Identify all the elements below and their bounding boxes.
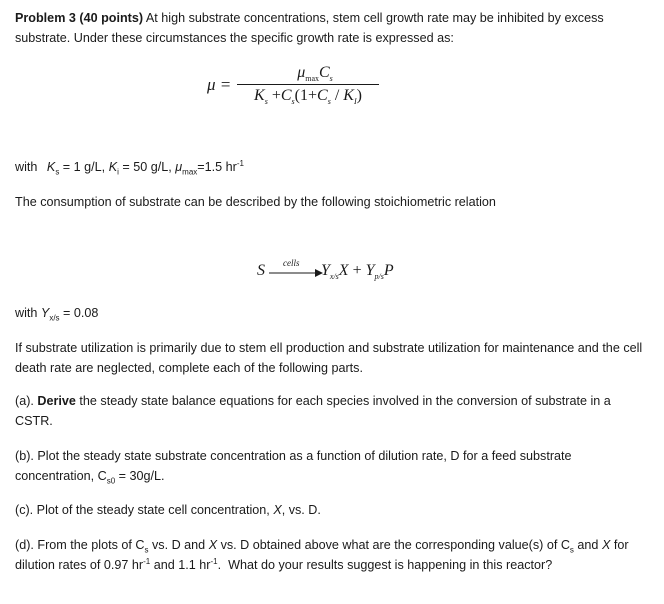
- stoichiometric-equation: [257, 260, 427, 290]
- part-a-text: the steady state balance equations for each species involved in the conversion of substrate in a CSTR.: [15, 394, 611, 428]
- part-c: (c). Plot of the steady state cell concentration, X, vs. D.: [15, 503, 321, 517]
- params-prefix: with: [15, 160, 41, 174]
- problem-intro: [15, 8, 650, 48]
- equation-denominator: $K_s +C_s(1+C_s / K_I)$: [254, 87, 362, 107]
- equation-fraction: [237, 62, 379, 107]
- arrow-label: cells: [283, 258, 300, 268]
- part-a-bold: Derive: [37, 394, 76, 408]
- arrow-icon: [269, 268, 323, 278]
- problem-heading: Problem 3 (40 points): [15, 11, 144, 25]
- products-expression: $Y_{x/s}X + Y_{p/s}P$: [321, 262, 394, 282]
- part-d: (d). From the plots of $C_s$ vs. D and X vs. D obtained above what are the corresponding value(s) of $C_s$ and X for dilution rates of 0.97 $hr^{-1}$ and 1.1 $hr^{-1}$. What do your results suggest is happening in this reactor?: [15, 538, 629, 572]
- equation-lhs: μ =: [207, 75, 232, 94]
- assumptions-paragraph: If substrate utilization is primarily due to stem ell production and substrate utilization for maintenance and the cell death rate are neglected, complete each of the following parts.: [15, 341, 643, 375]
- substrate-symbol: S: [257, 262, 265, 279]
- stoich-intro: The consumption of substrate can be described by the following stoichiometric relation: [15, 195, 496, 209]
- reaction-arrow: [269, 260, 325, 282]
- part-b: (b). Plot the steady state substrate concentration as a function of dilution rate, D for a feed substrate concentration, $C_{s0} = 30g/L$.: [15, 449, 572, 486]
- growth-rate-equation: [207, 62, 387, 112]
- parameters-line: with $K_s = 1$ g/L, $K_i = 50$ g/L, $\mu_{max}=1.5$ $hr^{-1}$: [15, 158, 244, 177]
- yield-line: with $Y_{x/s} = 0.08$: [15, 306, 99, 323]
- part-a-label: (a).: [15, 394, 38, 408]
- problem-intro-text: At high substrate concentrations, stem cell growth rate may be inhibited by excess substrate. Under these circumstances the specific growth rate is expressed as:: [15, 11, 604, 45]
- equation-numerator: $\mu_{max}C_s$: [297, 64, 333, 84]
- part-a: [15, 391, 650, 431]
